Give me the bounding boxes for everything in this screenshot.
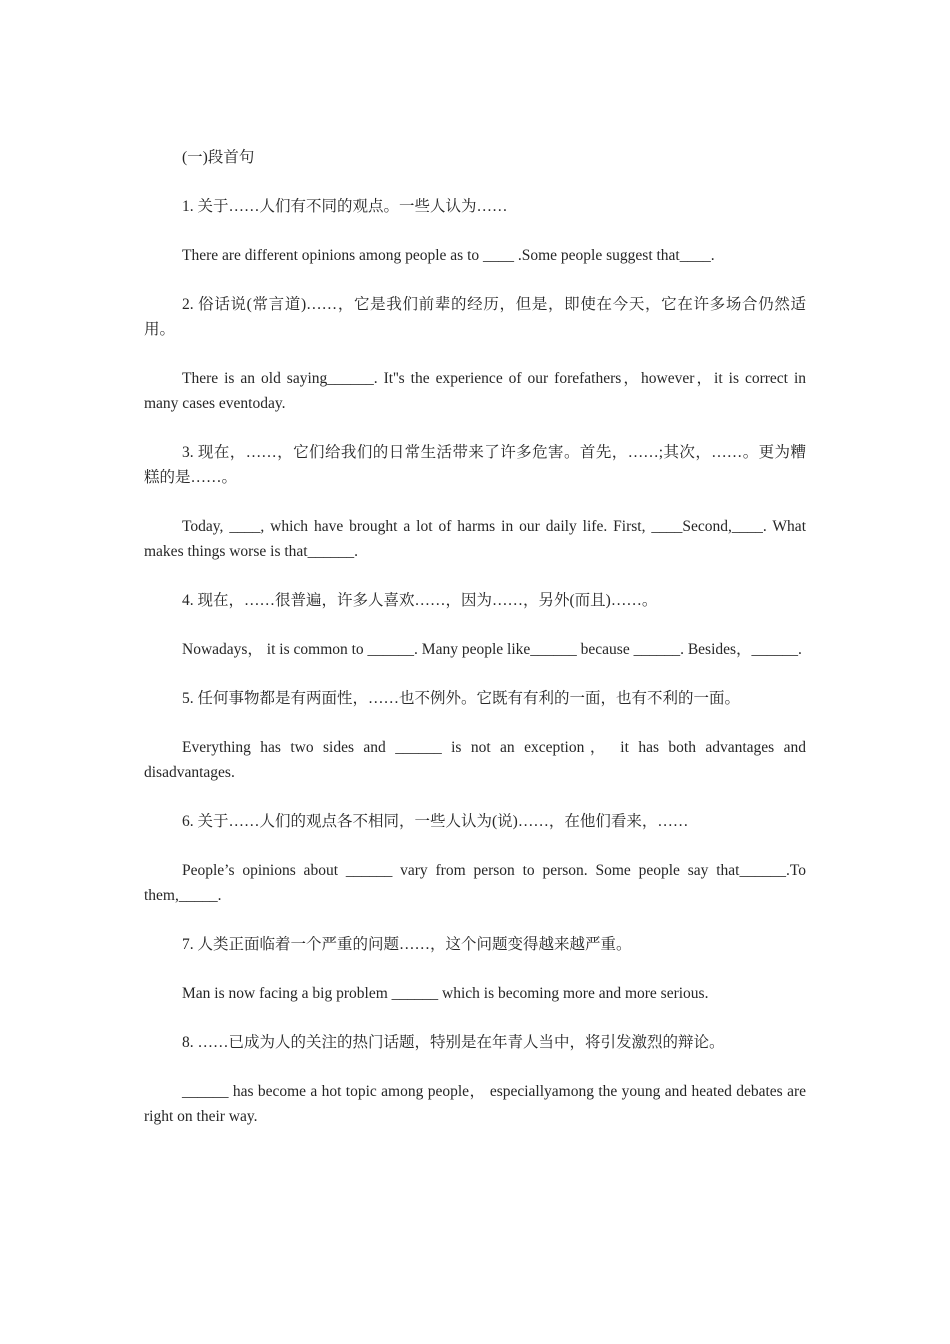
item-3-chinese: 3. 现在，……，它们给我们的日常生活带来了许多危害。首先，……;其次，……。更为糟糕的是……。 [144, 444, 806, 486]
item-6-chinese: 6. 关于……人们的观点各不相同，一些人认为(说)……，在他们看来，…… [182, 813, 689, 830]
item-4-english: Nowadays， it is common to ______. Many people like______ because ______. Besides，______. [182, 641, 802, 658]
item-2-english: There is an old saying______. It''s the experience of our forefathers，however，it is correct in many cases eventoday. [144, 370, 806, 412]
item-1-chinese: 1. 关于……人们有不同的观点。一些人认为…… [182, 198, 508, 215]
document-page [144, 145, 806, 1153]
item-3-english: Today, ____, which have brought a lot of harms in our daily life. First, ____Second,____. What makes things worse is that______. [144, 518, 806, 560]
item-4-chinese: 4. 现在，……很普遍，许多人喜欢……，因为……，另外(而且)……。 [182, 592, 658, 609]
item-5-english: Everything has two sides and ______ is not an exception， it has both advantages and disadvantages. [144, 739, 806, 781]
item-8-english: ______ has become a hot topic among people， especiallyamong the young and heated debates are right on their way. [144, 1083, 806, 1125]
item-2-chinese: 2. 俗话说(常言道)……，它是我们前辈的经历，但是，即使在今天，它在许多场合仍然适用。 [144, 296, 806, 338]
item-7-english: Man is now facing a big problem ______ which is becoming more and more serious. [182, 985, 709, 1002]
item-1-english: There are different opinions among people as to ____ .Some people suggest that____. [182, 247, 715, 264]
item-5-chinese: 5. 任何事物都是有两面性，……也不例外。它既有有利的一面，也有不利的一面。 [182, 690, 741, 707]
item-8-chinese: 8. ……已成为人的关注的热门话题，特别是在年青人当中，将引发激烈的辩论。 [182, 1034, 725, 1051]
item-7-chinese: 7. 人类正面临着一个严重的问题……，这个问题变得越来越严重。 [182, 936, 632, 953]
item-6-english: People’s opinions about ______ vary from person to person. Some people say that______.To them,_____. [144, 862, 806, 904]
section-heading: (一)段首句 [182, 149, 255, 166]
